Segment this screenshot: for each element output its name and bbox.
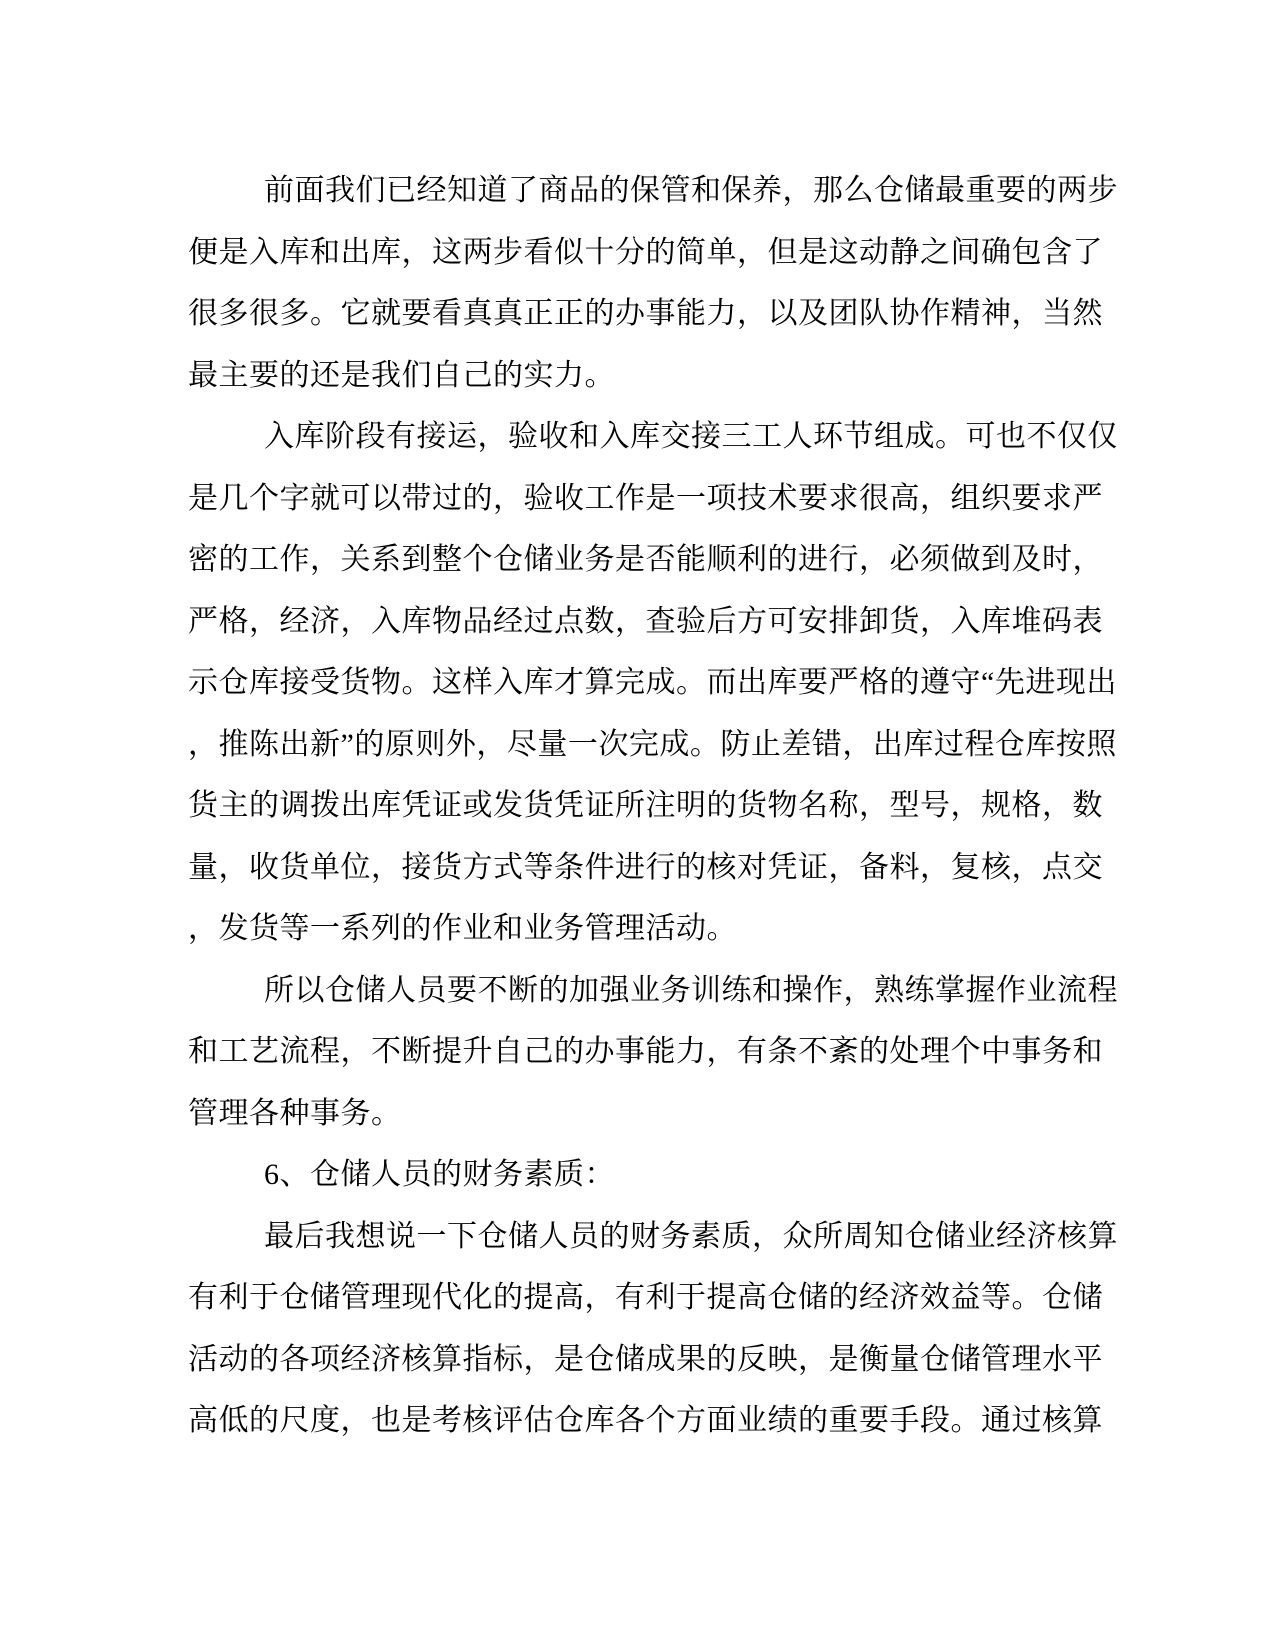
section-heading xyxy=(188,1144,1100,1206)
text-line: 有利于仓储管理现代化的提高，有利于提高仓储的经济效益等。仓储 xyxy=(188,1281,1103,1314)
text-line: 所以仓储人员要不断的加强业务训练和操作，熟练掌握作业流程 xyxy=(264,973,1118,1007)
text-line: 最主要的还是我们自己的实力。 xyxy=(188,358,615,392)
text-line: 是几个字就可以带过的，验收工作是一项技术要求很高，组织要求严 xyxy=(188,481,1103,515)
text-line: 入库阶段有接运，验收和入库交接三工人环节组成。可也不仅仅 xyxy=(264,420,1118,453)
text-line: 高低的尺度，也是考核评估仓库各个方面业绩的重要手段。通过核算 xyxy=(188,1404,1103,1437)
text-line: 前面我们已经知道了商品的保管和保养，那么仓储最重要的两步 xyxy=(264,174,1118,207)
text-line: 活动的各项经济核算指标，是仓储成果的反映，是衡量仓储管理水平 xyxy=(188,1342,1103,1376)
text-line: 便是入库和出库，这两步看似十分的简单，但是这动静之间确包含了 xyxy=(188,235,1103,269)
paragraph xyxy=(188,960,1118,1145)
text-line: 量，收货单位，接货方式等条件进行的核对凭证，备料，复核，点交 xyxy=(188,850,1103,884)
text-line: 和工艺流程，不断提升自己的办事能力，有条不紊的处理个中事务和 xyxy=(188,1035,1103,1068)
text-line: 最后我想说一下仓储人员的财务素质，众所周知仓储业经济核算 xyxy=(264,1219,1118,1253)
paragraph xyxy=(188,406,1118,960)
text-line: 示仓库接受货物。这样入库才算完成。而出库要严格的遵守“先进现出 xyxy=(188,666,1117,699)
text-line: ，推陈出新”的原则外，尽量一次完成。防止差错，出库过程仓库按照 xyxy=(188,727,1117,761)
text-line: 货主的调拨出库凭证或发货凭证所注明的货物名称，型号，规格，数 xyxy=(188,789,1103,822)
paragraph xyxy=(188,1206,1118,1452)
paragraph xyxy=(188,160,1118,406)
text-line: 密的工作，关系到整个仓储业务是否能顺利的进行，必须做到及时， xyxy=(188,543,1103,576)
text-line: ，发货等一系列的作业和业务管理活动。 xyxy=(188,912,737,945)
text-line: 很多很多。它就要看真真正正的办事能力，以及团队协作精神，当然 xyxy=(188,297,1103,330)
document-body xyxy=(188,160,1118,1452)
text-line: 6、仓储人员的财务素质： xyxy=(264,1158,615,1191)
text-line: 严格，经济，入库物品经过点数，查验后方可安排卸货，入库堆码表 xyxy=(188,604,1103,638)
text-line: 管理各种事务。 xyxy=(188,1096,402,1130)
